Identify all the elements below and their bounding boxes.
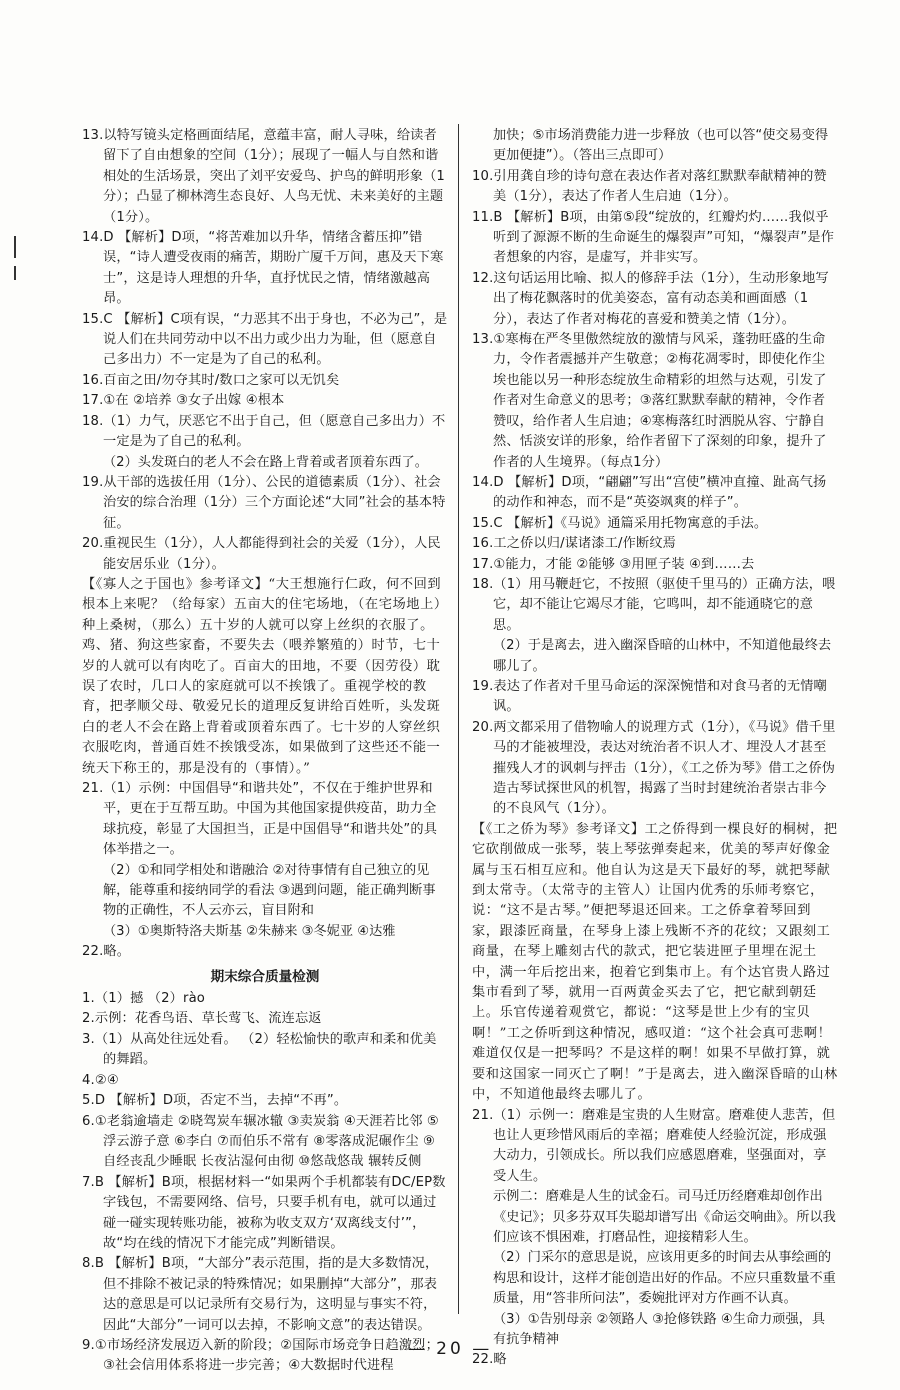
answer-item: 17.①能力，才能 ②能够 ③用匣子装 ④到……去 <box>472 556 755 572</box>
column-divider <box>458 124 459 1314</box>
margin-mark <box>14 236 16 258</box>
answer-item: 12.这句话运用比喻、拟人的修辞手法（1分），生动形象地写出了梅花飘落时的优美姿态，富有动态美和画面感（1分），表达了作者对梅花的喜爱和赞美之情（1分）。 <box>472 270 829 327</box>
answer-item: 20.重视民生（1分），人人都能得到社会的关爱（1分），人民能安居乐业（1分）。 <box>82 536 441 572</box>
answer-item: （3）①奥斯特洛夫斯基 ②朱赫来 ③冬妮亚 ④达雅 <box>103 923 396 939</box>
answer-item: 18.（1）用马鞭赶它，不按照（驱使千里马的）正确方法，喂它，却不能让它竭尽才能，它鸣叫，却不能通晓它的意思。 <box>472 576 836 633</box>
answer-item: 5.D 【解析】D项，否定不当，去掉“不再”。 <box>82 1093 348 1109</box>
answer-item: （2）门采尔的意思是说，应该用更多的时间去从事绘画的构思和设计，这样才能创造出好的作品。不应只重数量不重质量，用“答非所问法”，委婉批评对方作画不认真。 <box>493 1250 836 1307</box>
answer-item: 16.工之侨以归/谋诸漆工/作断纹焉 <box>472 536 676 552</box>
answer-item: 9.①市场经济发展迈入新的阶段；②国际市场竞争日趋激烈；③社会信用体系将进一步完善；④大数据时代进程 <box>82 1337 439 1374</box>
reference-translation: 【《寡人之于国也》参考译文】“大王想施行仁政，何不回到根本上来呢？（给每家）五亩大的住宅场地，（在宅场地上）种上桑树，（那么）五十岁的人就可以穿上丝织的衣服了。鸡、猪、狗这些家畜，不要失去（喂养繁殖的）时节，七十岁的人就可以有肉吃了。百亩大的田地，不要（因劳役）耽误了农时，几口人的家庭就可以不挨饿了。重视学校的教育，把孝顺父母、敬爱兄长的道理反复讲给百姓听，头发斑白的老人不会在路上背着或顶着东西了。七十岁的人穿丝织衣服吃肉，普通百姓不挨饿受冻，如果做到了这些还不能一统天下称王的，那是没有的（事情）。” <box>82 576 448 776</box>
answer-item: 11.B 【解析】B项，由第⑤段“绽放的，红瓣灼灼……我似乎听到了源源不断的生命诞生的爆裂声”可知，“爆裂声”是作者想象的内容，是虚写，并非实写。 <box>472 209 835 266</box>
answer-item: 14.D 【解析】D项，“将苦难加以升华，情绪含蓄压抑”错误，“诗人遭受夜雨的痛苦，期盼广厦千万间，惠及天下寒士”，这是诗人理想的升华，直抒忧民之情，情绪激越高昂。 <box>82 230 444 307</box>
answer-item: 加快；⑤市场消费能力进一步释放（也可以答“使交易变得更加便捷”）。（答出三点即可） <box>493 128 829 164</box>
answer-item: （2）于是离去，进入幽深昏暗的山林中，不知道他最终去哪儿了。 <box>493 638 832 674</box>
answer-item: 14.D 【解析】D项，“翩翩”写出“宫使”横冲直撞、趾高气扬的动作和神态，而不是“英姿飒爽的样子”。 <box>472 474 827 511</box>
answer-item: 18.（1）力气，厌恶它不出于自己，但（愿意自己多出力）不一定是为了自己的私利。 <box>82 413 446 450</box>
answer-item: 13.①寒梅在严冬里傲然绽放的激情与风采，蓬勃旺盛的生命力，令作者震撼并产生敬意；②梅花凋零时，即使化作尘埃也能以另一种形态绽放生命精彩的坦然与达观，引发了作者对生命意义的思考；③落红默默奉献的精神，令作者赞叹，给作者人生启迪；④寒梅落红时洒脱从容、宁静自然、恬淡安详的形象，给作者留下了深刻的印象，提升了作者的人生境界。（每点1分） <box>472 332 827 470</box>
answer-item: 15.C 【解析】《马说》通篇采用托物寓意的手法。 <box>472 515 768 531</box>
answer-item: 7.B 【解析】B项，根据材料一“如果两个手机都装有DC/EP数字钱包，不需要网络、信号，只要手机有电，就可以通过碰一碰实现转账功能，被称为收支双方‘双离线支付’”，故“均在线的情况下才能完成”判断错误。 <box>82 1174 446 1251</box>
right-column <box>472 126 838 1371</box>
answer-item: 19.表达了作者对千里马命运的深深惋惜和对食马者的无情嘲讽。 <box>472 678 827 715</box>
answer-item: 20.两文都采用了借物喻人的说理方式（1分），《马说》借千里马的才能被埋没，表达对统治者不识人才、埋没人才甚至摧残人才的讽刺与抨击（1分），《工之侨为琴》借工之侨伪造古琴试探世风的机智，揭露了当时封建统治者崇古非今的不良风气（1分）。 <box>472 719 836 817</box>
answer-item: 19.从干部的选拔任用（1分）、公民的道德素质（1分）、社会治安的综合治理（1分）三个方面论述“大同”社会的基本特征。 <box>82 474 446 531</box>
reference-translation: 【《工之侨为琴》参考译文】工之侨得到一棵良好的桐树，把它砍削做成一张琴，装上琴弦弹奏起来，优美的琴声好像金属与玉石相互应和。他自认为这是天下最好的琴，就把琴献到太常寺。（太常寺的主管人）让国内优秀的乐师考察它，说：“这不是古琴。”便把琴退还回来。工之侨拿着琴回到家，跟漆匠商量，在琴身上漆上残断不齐的花纹；又跟刻工商量，在琴上雕刻古代的款式，把它装进匣子里埋在泥土中，满一年后挖出来，抱着它到集市上。有个达官贵人路过集市看到了琴，就用一百两黄金买去了它，把它献到朝廷上。乐官传递着观赏它，都说：“这琴是世上少有的宝贝啊！”工之侨听到这种情况，感叹道：“这个社会真可悲啊！难道仅仅是一把琴吗？不是这样的啊！如果不早做打算，就要和这国家一同灭亡了啊！”于是离去，进入幽深昏暗的山林中，不知道他最终去哪儿了。 <box>472 821 838 1103</box>
answer-item: 6.①老翁逾墙走 ②晓驾炭车辗冰辙 ③卖炭翁 ④天涯若比邻 ⑤浮云游子意 ⑥李白 ⑦而伯乐不常有 ⑧零落成泥碾作尘 ⑨自经丧乱少睡眠 长夜沾湿何由彻 ⑩悠哉悠哉 辗转反侧 <box>82 1113 439 1170</box>
page-number: — 20 — <box>407 1339 493 1359</box>
answer-item: 8.B 【解析】B项，“大部分”表示范围，指的是大多数情况，但不排除不被记录的特殊情况；如果删掉“大部分”，那表达的意思是可以记录所有交易行为，这明显与事实不符，因此“大部分”一词可以去掉，不影响文意”的表达错误。 <box>82 1256 439 1333</box>
answer-item: 2.示例：花香鸟语、草长莺飞、流连忘返 <box>82 1011 322 1027</box>
answer-item: 15.C 【解析】C项有误，“力恶其不出于身也，不必为己”，是说人们在共同劳动中以不出力或少出力为耻，但（愿意自己多出力）不一定是为了自己的私利。 <box>82 311 448 368</box>
answer-item: 22.略 <box>472 1352 507 1368</box>
answer-item: 16.百亩之田/勿夺其时/数口之家可以无饥矣 <box>82 372 340 388</box>
answer-item: （2）①和同学相处和谐融洽 ②对待事情有自己独立的见解，能尊重和接纳同学的看法 ③遇到问题，能正确判断事物的正确性，不人云亦云，盲目附和 <box>103 862 436 919</box>
answer-item: 13.以特写镜头定格画面结尾，意蕴丰富，耐人寻味，给读者留下了自由想象的空间（1分）；展现了一幅人与自然和谐相处的生活场景，突出了刘平安爱鸟、护鸟的鲜明形象（1分）；凸显了柳林湾生态良好、人鸟无忧、未来美好的主题（1分）。 <box>82 128 445 225</box>
answer-item: 21.（1）示例一：磨难是宝贵的人生财富。磨难使人悲苦，但也让人更珍惜风雨后的幸福；磨难使人经验沉淀，形成强大动力，引领成长。所以我们应感恩磨难，坚强面对，享受人生。 <box>472 1107 836 1184</box>
answer-item: （2）头发斑白的老人不会在路上背着或者顶着东西了。 <box>103 454 428 470</box>
answer-item: 4.②④ <box>82 1072 119 1088</box>
answer-item: 21.（1）示例：中国倡导“和谐共处”，不仅在于维护世界和平，更在于互帮互助。中国为其他国家提供疫苗，助力全球抗疫，彰显了大国担当，正是中国倡导“和谐共处”的具体举措之一。 <box>82 781 438 858</box>
left-column <box>82 126 448 1377</box>
answer-item: （3）①告别母亲 ②领路人 ③抢修铁路 ④生命力顽强，具有抗争精神 <box>493 1311 826 1347</box>
answer-item: 17.①在 ②培养 ③女子出嫁 ④根本 <box>82 393 285 409</box>
margin-mark <box>14 266 16 280</box>
answer-item: 3.（1）从高处往远处看。 （2）轻松愉快的歌声和柔和优美的舞蹈。 <box>82 1031 437 1068</box>
answer-item: 22.略。 <box>82 944 131 960</box>
section-title: 期末综合质量检测 <box>210 968 320 985</box>
answer-item: 10.引用龚自珍的诗句意在表达作者对落红默默奉献精神的赞美（1分），表达了作者人生启迪（1分）。 <box>472 168 827 205</box>
answer-item: 1.（1）撼 （2）rào <box>82 991 206 1007</box>
answer-item: 示例二：磨难是人生的试金石。司马迁历经磨难却创作出《史记》；贝多芬双耳失聪却谱写出《命运交响曲》。所以我们应该不惧困难，打磨品性，迎接精彩人生。 <box>493 1189 836 1245</box>
